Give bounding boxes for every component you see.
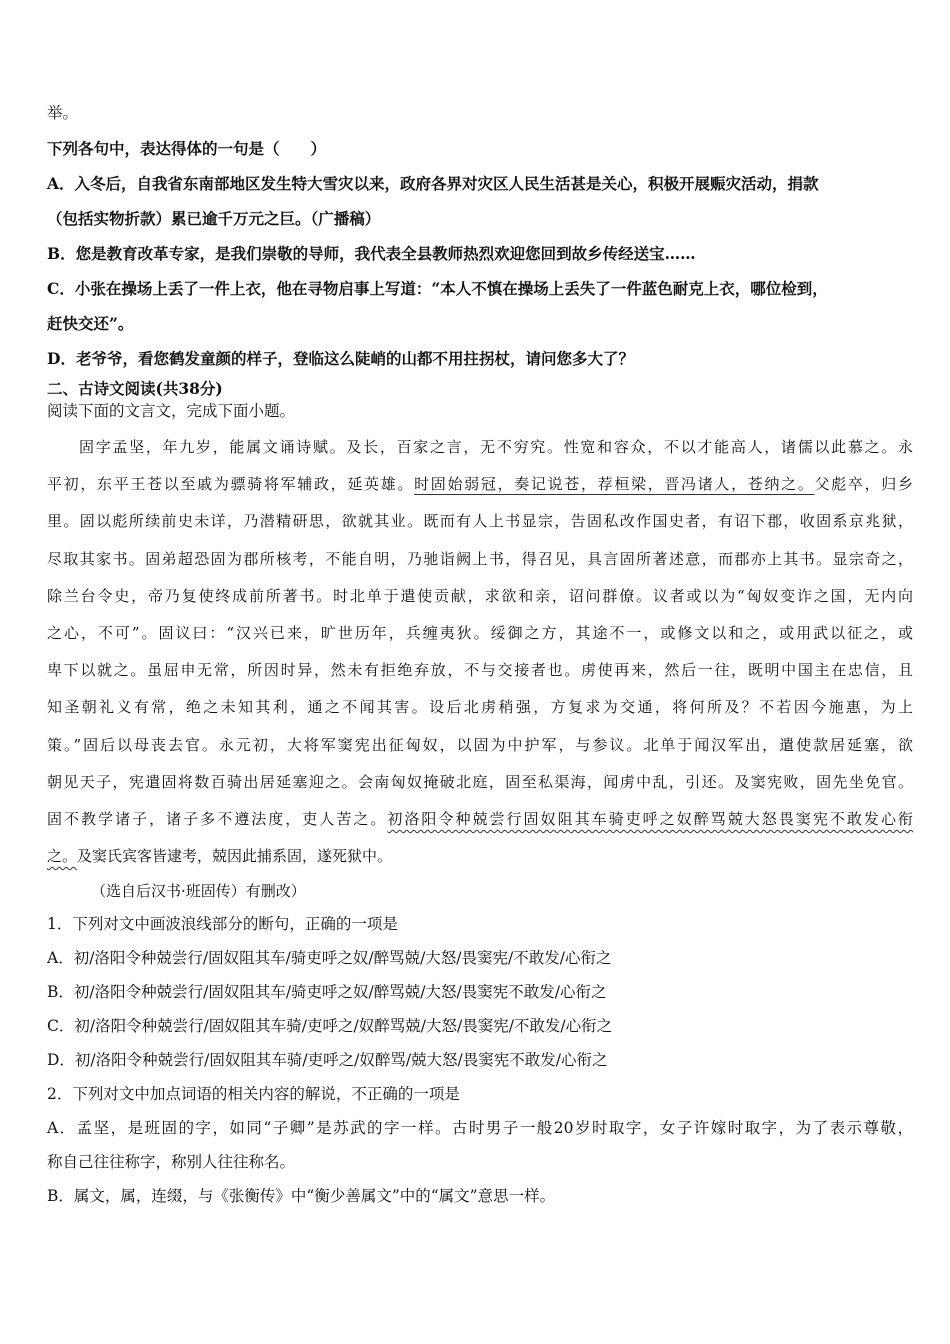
section-title: 二、古诗文阅读(共38分) [47, 379, 223, 398]
wavy-underlined-sentence: 之。 [47, 847, 78, 866]
option-c-line-2: 赶快交还”。 [47, 314, 134, 333]
passage-line: 固字孟坚，年九岁，能属文诵诗赋。及长，百家之言，无不穷究。性宽和容众，不以才能高人，诸儒以此慕之。永 [79, 438, 913, 456]
underlined-sentence: 时固始弱冠，奏记说苍，荐桓梁，晋冯诸人，苍纳之。 [414, 475, 815, 494]
passage-line: 固不教学诸子，诸子多不遵法度，吏人苦之。初洛阳令种兢尝行固奴阻其车骑吏呼之奴醉骂兢大怒畏窦宪不敢发心衔 [47, 809, 913, 828]
option-b: B．您是教育改革专家，是我们崇敬的导师，我代表全县教师热烈欢迎您回到故乡传经送宝…… [47, 244, 696, 263]
option-a-line-1: A．入冬后，自我省东南部地区发生特大雪灾以来，政府各界对灾区人民生活甚是关心，积极开展赈灾活动，捐款 [47, 174, 819, 193]
question-1-option-b: B．初/洛阳令种兢尝行/固奴阻其车/骑吏呼之奴/醉骂兢/大怒/畏窦宪不敢发/心衔之 [47, 983, 607, 1002]
option-a-line-2: （包括实物折款）累已逾千万元之巨。（广播稿） [47, 209, 381, 228]
passage-line: 之心，不可”。固议曰：“汉兴已来，旷世历年，兵缠夷狄。绥御之方，其途不一，或修文以和之，或用武以征之，或 [47, 623, 913, 642]
question-stem: 下列各句中，表达得体的一句是（ ） [47, 139, 327, 158]
option-d: D．老爷爷，看您鹤发童颜的样子，登临这么陡峭的山都不用拄拐杖，请问您多大了？ [47, 349, 634, 368]
question-1-option-c: C．初/洛阳令种兢尝行/固奴阻其车骑/吏呼之/奴醉骂兢/大怒/畏窦宪/不敢发/心衔之 [47, 1017, 613, 1036]
document-page [47, 96, 913, 1213]
passage-line: 平初，东平王苍以至戚为骠骑将军辅政，延英雄。时固始弱冠，奏记说苍，荐桓梁，晋冯诸人，苍纳之。父彪卒，归乡 [47, 475, 913, 494]
option-c-line-1: C．小张在操场上丢了一件上衣，他在寻物启事上写道：“本人不慎在操场上丢失了一件蓝色耐克上衣，哪位检到， [47, 279, 828, 298]
passage-line: 卑下以就之。虽屈申无常，所因时异，然未有拒绝弃放，不与交接者也。虏使再来，然后一往，既明中国主在忠信，且 [47, 661, 913, 680]
passage-line: 除兰台令史，帝乃复使终成前所著书。时北单于遣使贡献，求欲和亲，诏问群僚。议者或以为“匈奴变诈之国，无内向 [47, 586, 913, 605]
passage-line: 策。”固后以母丧去官。永元初，大将军窦宪出征匈奴，以固为中护军，与参议。北单于闻汉军出，遣使款居延塞，欲 [47, 735, 913, 754]
classical-passage [47, 429, 913, 875]
question-2-stem: 2．下列对文中加点词语的相关内容的解说，不正确的一项是 [47, 1085, 460, 1104]
continuation-text: 举。 [47, 104, 79, 122]
question-1-stem: 1．下列对文中画波浪线部分的断句，正确的一项是 [47, 915, 398, 934]
section-instruction: 阅读下面的文言文，完成下面小题。 [47, 402, 296, 420]
question-1-option-d: D．初/洛阳令种兢尝行/固奴阻其车骑/吏呼之/奴醉骂/兢大怒/畏窦宪不敢发/心衔之 [47, 1051, 608, 1070]
passage-line: 朝见天子，宪遣固将数百骑出居延塞迎之。会南匈奴掩破北庭，固至私渠海，闻虏中乱，引还。及窦宪败，固先坐免官。 [47, 772, 913, 791]
question-expression [47, 131, 913, 376]
question-2 [47, 1077, 913, 1213]
passage-line: 里。固以彪所续前史未详，乃潜精研思，欲就其业。既而有人上书显宗，告固私改作国史者，有诏下郡，收固系京兆狱， [47, 512, 913, 531]
question-2-option-b: B．属文，属，连缀，与《张衡传》中“衡少善属文”中的“属文”意思一样。 [47, 1187, 556, 1206]
question-1 [47, 907, 913, 1077]
passage-line: 尽取其家书。固弟超恐固为郡所核考，不能自明，乃驰诣阙上书，得召见，具言固所著述意，而郡亦上其书。显宗奇之， [47, 549, 913, 568]
question-2-option-a-line-2: 称自己往往称字，称别人往往称名。 [47, 1153, 296, 1172]
passage-line: 之。及窦氏宾客皆逮考，兢因此捕系固，遂死狱中。 [47, 847, 393, 866]
passage-source: （选自后汉书·班固传）有删改） [91, 882, 306, 901]
question-1-option-a: A．初/洛阳令种兢尝行/固奴阻其车/骑吏呼之奴/醉骂兢/大怒/畏窦宪/不敢发/心衔之 [47, 949, 612, 968]
wavy-underlined-sentence: 初洛阳令种兢尝行固奴阻其车骑吏呼之奴醉骂兢大怒畏窦宪不敢发心衔 [387, 809, 913, 828]
passage-line: 知圣朝礼义有常，绝之未知其利，通之不闻其害。设后北虏稍强，方复求为交通，将何所及？不若因今施惠，为上 [47, 698, 913, 717]
question-2-option-a-line-1: A．孟坚，是班固的字，如同“子卿”是苏武的字一样。古时男子一般20岁时取字，女子许嫁时取字，为了表示尊敬， [47, 1119, 913, 1138]
